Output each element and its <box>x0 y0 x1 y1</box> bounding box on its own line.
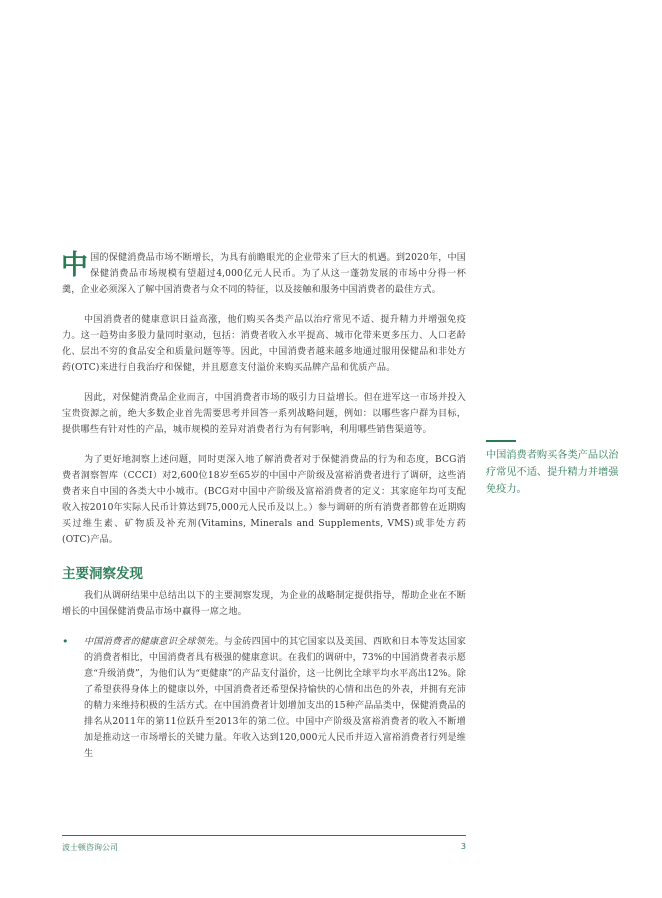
intro-paragraph <box>62 250 466 298</box>
pull-quote-rule <box>486 440 516 442</box>
paragraph: 为了更好地洞察上述问题，同时更深入地了解消费者对于保健消费品的行为和态度，BCG消费者洞察智库（CCCI）对2,600位18岁至65岁的中国中产阶级及富裕消费者进行了调研，这些消费者来自中国的各类大中小城市。(BCG对中国中产阶级及富裕消费者的定义：其家庭年均可支配收入按2010年实际人民币计算达到75,000元人民币及以上。）参与调研的所有消费者都曾在近期购买过维生素、矿物质及补充剂(Vitamins, Minerals and Supplements, VMS)或非处方药(OTC)产品。 <box>62 455 466 545</box>
article-body <box>62 250 466 762</box>
paragraph: 中国消费者的健康意识日益高涨，他们购买各类产品以治疗常见不适、提升精力并增强免疫力。这一趋势由多股力量同时驱动，包括：消费者收入水平提高、城市化带来更多压力、人口老龄化、层出不穷的食品安全和质量问题等等。因此，中国消费者越来越多地通过服用保健品和非处方药(OTC)来进行自我治疗和保健，并且愿意支付溢价来购买品牌产品和优质产品。 <box>62 315 466 373</box>
bullet-icon: • <box>62 635 69 648</box>
findings-list <box>62 634 466 762</box>
paragraph: 因此，对保健消费品企业而言，中国消费者市场的吸引力日益增长。但在进军这一市场并投入宝贵资源之前，绝大多数企业首先需要思考并回答一系列战略问题，例如：以哪些客户群为目标，提供哪些有针对性的产品，城市规模的差异对消费者行为有何影响，利用哪些销售渠道等。 <box>62 393 466 435</box>
section-heading: 主要洞察发现 <box>62 566 143 582</box>
footer-company: 波士顿咨询公司 <box>62 843 118 852</box>
list-item <box>62 634 466 762</box>
intro-text: 国的保健消费品市场不断增长，为具有前瞻眼光的企业带来了巨大的机遇。到2020年，中国保健消费品市场规模有望超过4,000亿元人民币。为了从这一蓬勃发展的市场中分得一杯羹，企业必须深入了解中国消费者与众不同的特征，以及接触和服务中国消费者的最佳方式。 <box>62 253 466 295</box>
page-number: 3 <box>460 842 466 851</box>
pull-quote-text: 中国消费者购买各类产品以治疗常见不适、提升精力并增强免疫力。 <box>486 450 619 495</box>
dropcap: 中 <box>61 250 89 281</box>
bullet-lead: 中国消费者的健康意识全球领先。 <box>84 637 224 647</box>
bullet-text: 与金砖四国中的其它国家以及美国、西欧和日本等发达国家的消费者相比，中国消费者具有极强的健康意识。在我们的调研中，73%的中国消费者表示愿意“升级消费”，为他们认为“更健康”的产品支付溢价，这一比例比全球平均水平高出12%。除了希望获得身体上的健康以外，中国消费者还希望保持愉快的心情和出色的外表，并拥有充沛的精力来维持积极的生活方式。在中国消费者计划增加支出的15种产品品类中，保健消费品的排名从2011年的第11位跃升至2013年的第二位。中国中产阶级及富裕消费者的收入不断增加是推动这一市场增长的关键力量。年收入达到120,000元人民币并迈入富裕消费者行列是维生 <box>84 637 466 759</box>
section-intro: 我们从调研结果中总结出以下的主要洞察发现，为企业的战略制定提供指导，帮助企业在不断增长的中国保健消费品市场中赢得一席之地。 <box>62 591 466 617</box>
pull-quote <box>486 440 620 498</box>
footer-divider <box>62 835 466 836</box>
